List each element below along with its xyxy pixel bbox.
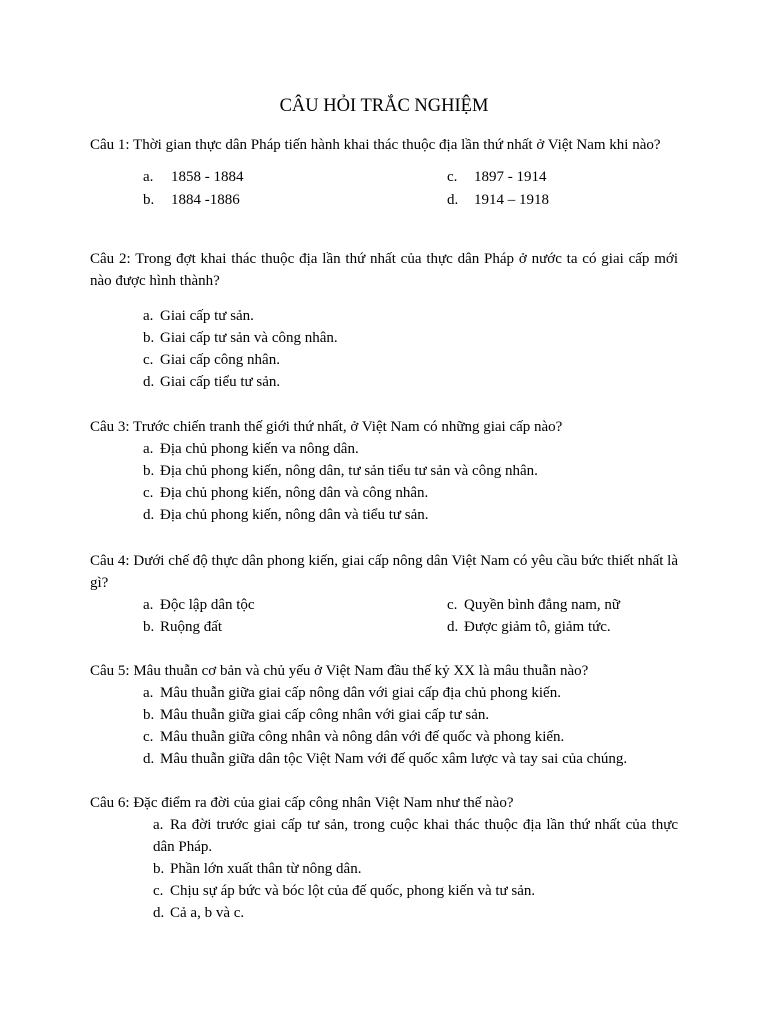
option-d: d. 1914 – 1918	[447, 192, 549, 208]
question-1	[90, 134, 678, 212]
options-list	[143, 438, 678, 526]
option-b: b. Giai cấp tư sản và công nhân.	[143, 330, 338, 346]
option-b: b. Ruộng đất	[143, 619, 223, 635]
option-c: c. Chịu sự áp bức và bóc lột của đế quốc, phong kiến và tư sản.	[153, 883, 536, 899]
option-b: b. Mâu thuẫn giữa giai cấp công nhân với giai cấp tư sản.	[143, 707, 490, 723]
option-d: d. Mâu thuẫn giữa dân tộc Việt Nam với đế quốc xâm lược và tay sai của chúng.	[143, 751, 628, 767]
page-title: CÂU HỎI TRẮC NGHIỆM	[279, 96, 489, 116]
option-a: a. Độc lập dân tộc	[143, 597, 255, 613]
question-text: Câu 6: Đặc điểm ra đời của giai cấp công nhân Việt Nam như thế nào?	[90, 795, 514, 811]
options-list	[153, 814, 678, 924]
options-grid	[90, 594, 678, 640]
option-b: b. Phần lớn xuất thân từ nông dân.	[153, 861, 362, 877]
question-text: Câu 3: Trước chiến tranh thế giới thứ nhất, ở Việt Nam có những giai cấp nào?	[90, 419, 563, 435]
option-c: c. Giai cấp công nhân.	[143, 352, 280, 368]
question-text: Câu 1: Thời gian thực dân Pháp tiến hành khai thác thuộc địa lần thứ nhất ở Việt Nam khi nào?	[90, 137, 661, 153]
option-d: d. Giai cấp tiểu tư sản.	[143, 374, 281, 390]
option-b: b. Địa chủ phong kiến, nông dân, tư sản tiểu tư sản và công nhân.	[143, 463, 538, 479]
options-list	[143, 682, 678, 770]
option-c: c. Mâu thuẫn giữa công nhân và nông dân với đế quốc và phong kiến.	[143, 729, 565, 745]
option-c: c. 1897 - 1914	[447, 169, 547, 185]
option-d: d. Địa chủ phong kiến, nông dân và tiểu tư sản.	[143, 507, 429, 523]
option-a: a. 1858 - 1884	[143, 169, 244, 185]
question-6	[90, 792, 678, 924]
options-grid	[90, 166, 678, 212]
question-2	[90, 248, 678, 393]
option-c: c. Địa chủ phong kiến, nông dân và công nhân.	[143, 485, 429, 501]
question-4	[90, 550, 678, 640]
question-text: Câu 2: Trong đợt khai thác thuộc địa lần thứ nhất của thực dân Pháp ở nước ta có giai cấp mới nào được hình thành?	[90, 251, 678, 289]
option-c: c. Quyền bình đẳng nam, nữ	[447, 597, 621, 613]
option-d: d. Được giảm tô, giảm tức.	[447, 619, 611, 635]
question-3	[90, 416, 678, 526]
option-a: a. Giai cấp tư sản.	[143, 308, 254, 324]
option-a: a. Ra đời trước giai cấp tư sản, trong cuộc khai thác thuộc địa lần thứ nhất của thực dân Pháp.	[153, 817, 678, 855]
question-5	[90, 660, 678, 770]
option-a: a. Địa chủ phong kiến va nông dân.	[143, 441, 359, 457]
question-text: Câu 5: Mâu thuẫn cơ bản và chủ yếu ở Việt Nam đầu thế kỷ XX là mâu thuẫn nào?	[90, 663, 589, 679]
option-b: b. 1884 -1886	[143, 192, 240, 208]
option-a: a. Mâu thuẫn giữa giai cấp nông dân với giai cấp địa chủ phong kiến.	[143, 685, 561, 701]
options-list	[143, 305, 678, 393]
option-d: d. Cả a, b và c.	[153, 905, 245, 921]
question-text: Câu 4: Dưới chế độ thực dân phong kiến, giai cấp nông dân Việt Nam có yêu cầu bức thiết nhất là gì?	[90, 553, 678, 591]
